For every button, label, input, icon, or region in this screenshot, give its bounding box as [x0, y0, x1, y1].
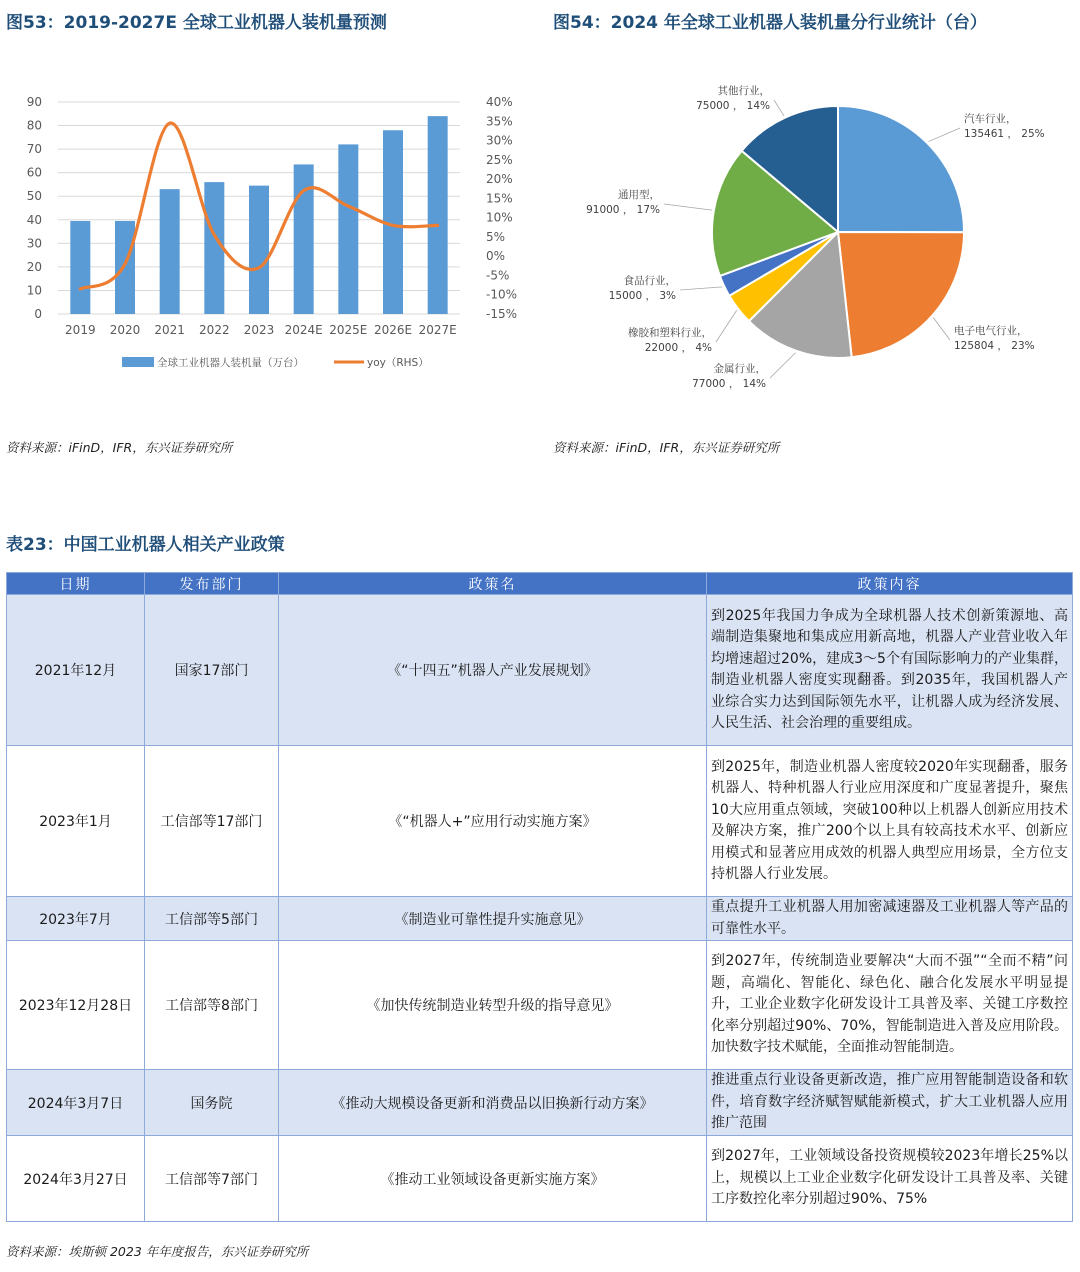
cell-policy-content: 到2027年，传统制造业要解决“大而不强”“全而不精”问题，高端化、智能化、绿色化、融合化发展水平明显提升，工业企业数字化研发设计工具普及率、关键工序数控化率分别超过90%、70%，智能制造进入普及应用阶段。加快数字技术赋能，全面推动智能制造。 [707, 941, 1073, 1070]
cell-policy-name: 《“十四五”机器人产业发展规划》 [279, 595, 707, 746]
y-tick-label: 90 [26, 95, 42, 109]
cell-date: 2024年3月7日 [7, 1070, 145, 1136]
y-tick-label: 20 [26, 259, 42, 274]
pie-slice [838, 232, 964, 357]
figure53-title: 图53：2019-2027E 全球工业机器人装机量预测 [6, 13, 387, 33]
pie-slice [838, 106, 964, 232]
header-policy-content: 政策内容 [707, 573, 1073, 595]
cell-department: 国务院 [145, 1070, 279, 1136]
y-tick-label: 80 [26, 118, 42, 133]
legend-swatch-bar [122, 357, 154, 367]
cell-policy-name: 《推动工业领域设备更新实施方案》 [279, 1136, 707, 1222]
cell-department: 工信部等17部门 [145, 746, 279, 897]
header-date: 日期 [7, 573, 145, 595]
installations-combo-chart [0, 80, 540, 380]
cell-policy-content: 到2025年，制造业机器人密度较2020年实现翻番，服务机器人、特种机器人行业应用深度和广度显著提升，聚焦10大应用重点领域，突破100种以上机器人创新应用技术及解决方案，推广200个以上具有较高技术水平、创新应用模式和显著应用成效的机器人典型应用场景，全方位支持机器人行业发展。 [707, 746, 1073, 897]
header-policy-name: 政策名 [279, 573, 707, 595]
table-row [7, 897, 1073, 941]
x-tick-label: 2025E [329, 323, 368, 337]
y-tick-label: 10 [26, 283, 42, 298]
cell-date: 2023年1月 [7, 746, 145, 897]
slice-value-label: 75000 ， 14% [696, 100, 770, 112]
slice-label: 通用型， [618, 189, 660, 201]
cell-date: 2023年7月 [7, 897, 145, 941]
x-tick-label: 2022 [199, 323, 230, 337]
slice-label: 食品行业， [623, 275, 676, 287]
x-tick-label: 2027E [418, 323, 457, 337]
x-tick-label: 2021 [154, 323, 185, 337]
cell-date: 2024年3月27日 [7, 1136, 145, 1222]
cell-policy-content: 重点提升工业机器人用加密减速器及工业机器人等产品的可靠性水平。 [707, 897, 1073, 941]
y-tick-label: 30 [26, 236, 42, 251]
cell-policy-name: 《制造业可靠性提升实施意见》 [279, 897, 707, 941]
slice-label: 金属行业， [713, 363, 766, 375]
y2-tick-label: -5% [486, 268, 510, 283]
table23-source: 资料来源：埃斯顿 2023 年年度报告，东兴证券研究所 [6, 1244, 309, 1259]
x-tick-label: 2019 [65, 323, 96, 337]
x-tick-label: 2026E [373, 323, 413, 337]
leader-line [770, 353, 796, 378]
table-row [7, 595, 1073, 746]
cell-department: 工信部等8部门 [145, 941, 279, 1070]
figure54-source: 资料来源：iFinD，IFR，东兴证券研究所 [553, 440, 780, 455]
figure53-source: 资料来源：iFinD，IFR，东兴证券研究所 [6, 440, 233, 455]
y2-tick-label: 40% [486, 95, 513, 109]
slice-value-label: 91000 ， 17% [586, 204, 660, 216]
policy-table [6, 572, 1073, 1222]
leader-line [774, 100, 784, 116]
y-tick-label: 70 [26, 142, 42, 157]
cell-policy-name: 《“机器人+”应用行动实施方案》 [279, 746, 707, 897]
leader-line [716, 310, 737, 342]
y2-tick-label: 30% [486, 133, 513, 148]
leader-line [929, 128, 960, 142]
bar [249, 186, 269, 314]
cell-policy-content: 到2027年，工业领域设备投资规模较2023年增长25%以上，规模以上工业企业数字化研发设计工具普及率、关键工序数控化率分别超过90%、75% [707, 1136, 1073, 1222]
y2-tick-label: 15% [486, 191, 513, 206]
cell-date: 2023年12月28日 [7, 941, 145, 1070]
figure54-title: 图54：2024 年全球工业机器人装机量分行业统计（台） [553, 13, 987, 33]
y2-tick-label: -15% [486, 307, 518, 321]
table-row [7, 1070, 1073, 1136]
y-tick-label: 40 [26, 212, 42, 227]
industry-pie-chart [548, 60, 1080, 400]
y2-tick-label: 25% [486, 152, 513, 167]
leader-line [933, 318, 950, 340]
y2-tick-label: 10% [486, 210, 513, 225]
slice-value-label: 15000 ， 3% [608, 290, 676, 302]
bar [428, 116, 448, 314]
leader-line [664, 204, 712, 210]
table23-title: 表23：中国工业机器人相关产业政策 [6, 535, 285, 555]
x-tick-label: 2023 [243, 323, 275, 337]
legend-label-bar: 全球工业机器人装机量（万台） [157, 357, 304, 369]
cell-policy-content: 推进重点行业设备更新改造，推广应用智能制造设备和软件，培育数字经济赋智赋能新模式，扩大工业机器人应用推广范围 [707, 1070, 1073, 1136]
cell-department: 工信部等7部门 [145, 1136, 279, 1222]
table-row [7, 746, 1073, 897]
cell-policy-name: 《推动大规模设备更新和消费品以旧换新行动方案》 [279, 1070, 707, 1136]
cell-department: 国家17部门 [145, 595, 279, 746]
slice-value-label: 22000 ， 4% [644, 342, 712, 354]
y-tick-label: 50 [26, 189, 42, 204]
bar [70, 221, 90, 314]
x-tick-label: 2024E [284, 323, 323, 337]
y-tick-label: 0 [34, 307, 42, 321]
slice-label: 其他行业， [717, 85, 770, 97]
y2-tick-label: 5% [486, 229, 506, 244]
slice-label: 橡胶和塑料行业， [628, 327, 712, 339]
header-department: 发布部门 [145, 573, 279, 595]
table-row [7, 941, 1073, 1070]
cell-department: 工信部等5部门 [145, 897, 279, 941]
cell-date: 2021年12月 [7, 595, 145, 746]
cell-policy-content: 到2025年我国力争成为全球机器人技术创新策源地、高端制造集聚地和集成应用新高地，机器人产业营业收入年均增速超过20%，建成3～5个有国际影响力的产业集群，制造业机器人密度实现翻番。到2035年，我国机器人产业综合实力达到国际领先水平，让机器人成为经济发展、人民生活、社会治理的重要组成。 [707, 595, 1073, 746]
bar [160, 189, 180, 314]
y-tick-label: 60 [26, 165, 42, 180]
y2-tick-label: 20% [486, 172, 513, 187]
legend-label-line: yoy（RHS） [367, 357, 429, 369]
bar [115, 221, 135, 314]
table-header-row [7, 573, 1073, 595]
slice-value-label: 135461 ， 25% [964, 128, 1045, 140]
bar [338, 144, 358, 314]
cell-policy-name: 《加快传统制造业转型升级的指导意见》 [279, 941, 707, 1070]
y2-tick-label: 35% [486, 114, 513, 129]
slice-value-label: 125804 ， 23% [954, 340, 1035, 352]
leader-line [680, 287, 722, 290]
y2-tick-label: -10% [486, 287, 518, 302]
slice-value-label: 77000 ， 14% [692, 378, 766, 390]
slice-label: 电子电气行业， [954, 325, 1028, 337]
slice-label: 汽车行业， [964, 113, 1017, 125]
x-tick-label: 2020 [109, 323, 141, 337]
table-row [7, 1136, 1073, 1222]
y2-tick-label: 0% [486, 249, 506, 264]
